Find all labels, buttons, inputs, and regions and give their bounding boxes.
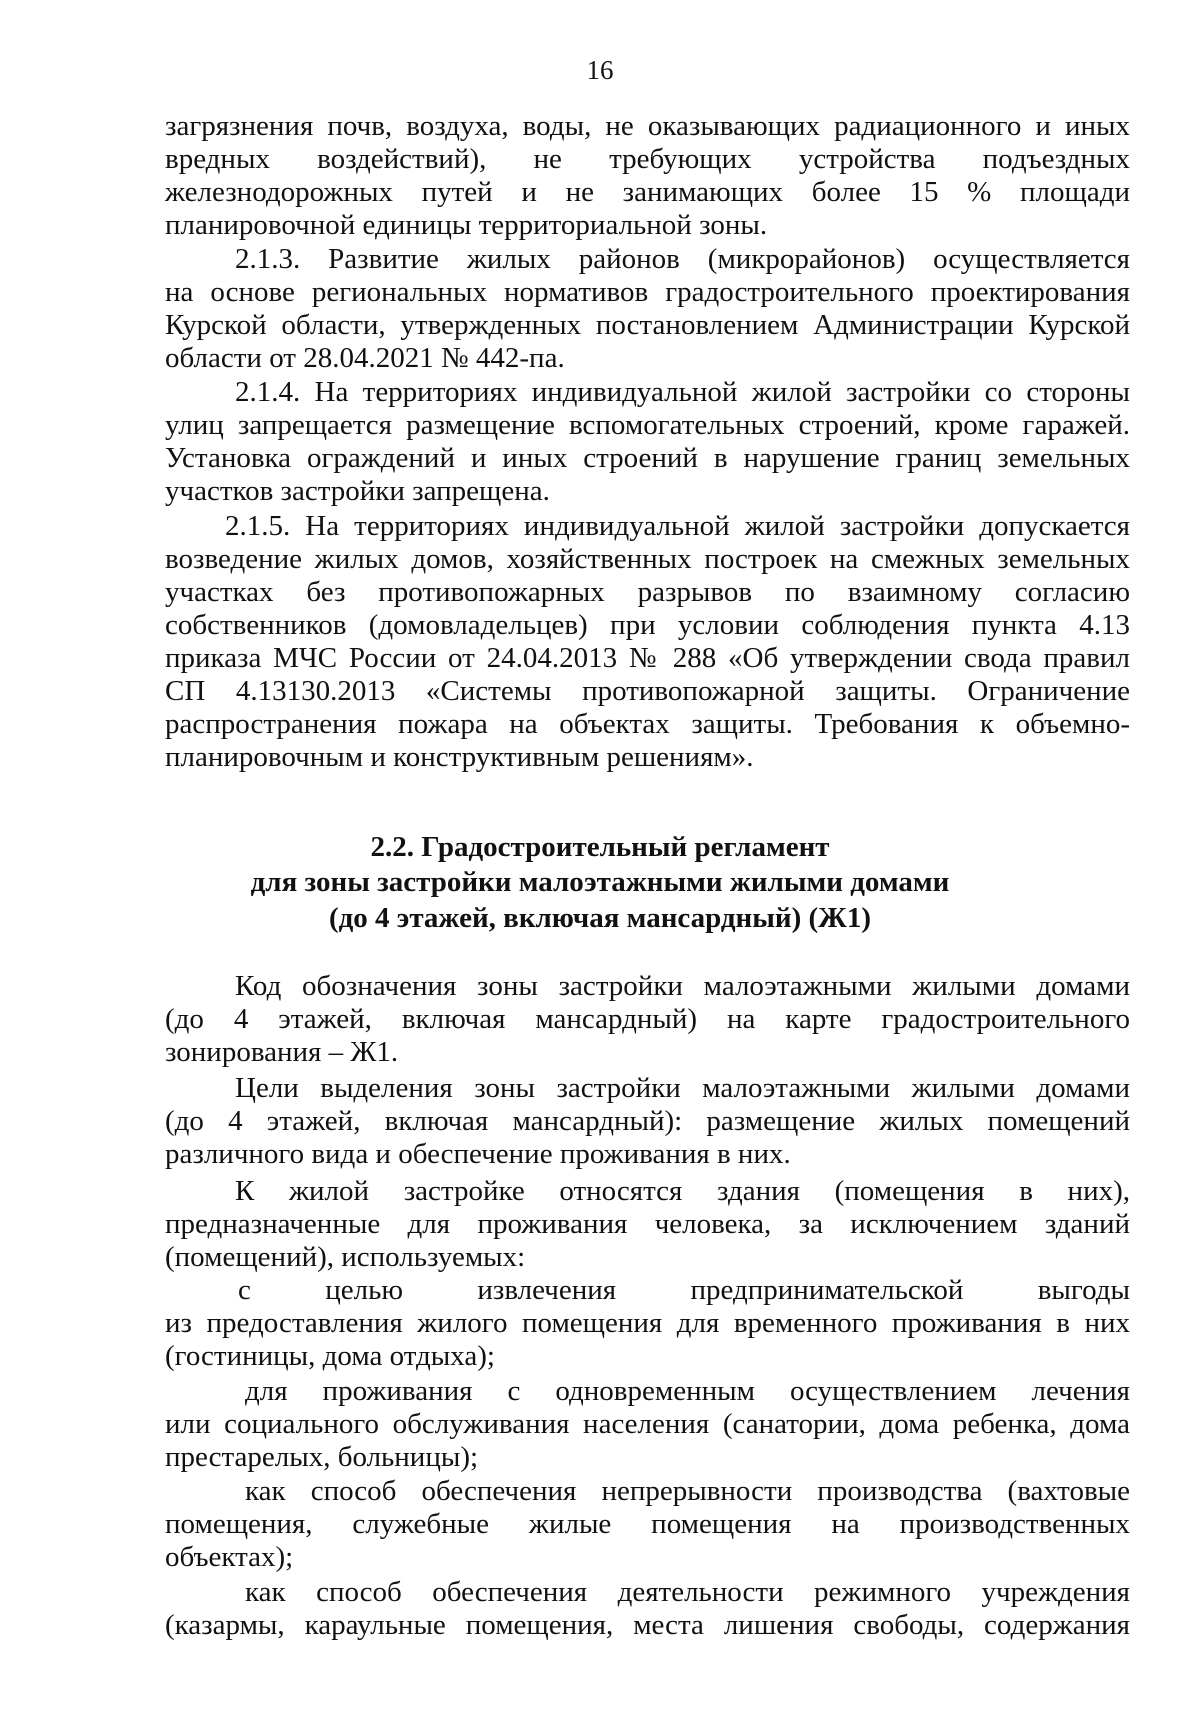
residential-paragraph-line: предназначенные для проживания человека, за исключением зданий xyxy=(165,1208,1130,1240)
paragraph-2-1-5-line: СП 4.13130.2013 «Системы противопожарной защиты. Ограничение xyxy=(165,675,1130,707)
code-paragraph-line: Код обозначения зоны застройки малоэтажными жилыми домами xyxy=(235,970,1130,1002)
paragraph-2-1-5-line: распространения пожара на объектах защиты. Требования к объемно- xyxy=(165,708,1130,740)
goals-paragraph-line: различного вида и обеспечение проживания в них. xyxy=(165,1138,791,1170)
paragraph-2-1-3-line: 2.1.3. Развитие жилых районов (микрорайонов) осуществляется xyxy=(235,243,1130,275)
section-heading-line: (до 4 этажей, включая мансардный) (Ж1) xyxy=(328,902,872,934)
paragraph-2-1-4-line: участков застройки запрещена. xyxy=(165,475,550,507)
list-item-line: для проживания с одновременным осуществлением лечения xyxy=(245,1375,1130,1407)
text-line: планировочной единицы территориальной зоны. xyxy=(165,209,768,241)
goals-paragraph-line: (до 4 этажей, включая мансардный): размещение жилых помещений xyxy=(165,1105,1130,1137)
paragraph-2-1-4-line: улиц запрещается размещение вспомогательных строений, кроме гаражей. xyxy=(165,409,1130,441)
code-paragraph-line: зонирования – Ж1. xyxy=(165,1036,399,1068)
paragraph-2-1-5-line: участках без противопожарных разрывов по взаимному согласию xyxy=(165,576,1130,608)
paragraph-2-1-5-line: возведение жилых домов, хозяйственных построек на смежных земельных xyxy=(165,543,1130,575)
list-item-line: из предоставления жилого помещения для временного проживания в них xyxy=(165,1307,1130,1339)
paragraph-2-1-3-line: на основе региональных нормативов градостроительного проектирования xyxy=(165,276,1130,308)
residential-paragraph-line: (помещений), используемых: xyxy=(165,1241,526,1273)
list-item-line: как способ обеспечения непрерывности производства (вахтовые xyxy=(245,1475,1130,1507)
paragraph-2-1-5-line: 2.1.5. На территориях индивидуальной жилой застройки допускается xyxy=(225,510,1130,542)
text-line: железнодорожных путей и не занимающих более 15 % площади xyxy=(165,176,1130,208)
list-item-line: престарелых, больницы); xyxy=(165,1441,479,1473)
code-paragraph-line: (до 4 этажей, включая мансардный) на карте градостроительного xyxy=(165,1003,1130,1035)
list-item-line: объектах); xyxy=(165,1541,294,1573)
goals-paragraph-line: Цели выделения зоны застройки малоэтажными жилыми домами xyxy=(235,1072,1130,1104)
list-item-line: с целью извлечения предпринимательской выгоды xyxy=(238,1274,1130,1306)
paragraph-2-1-5-line: приказа МЧС России от 24.04.2013 № 288 «Об утверждении свода правил xyxy=(165,642,1130,674)
list-item-line: или социального обслуживания населения (санатории, дома ребенка, дома xyxy=(165,1408,1130,1440)
list-item-line: как способ обеспечения деятельности режимного учреждения xyxy=(245,1576,1130,1608)
section-heading-line: 2.2. Градостроительный регламент xyxy=(370,831,830,863)
page-number: 16 xyxy=(586,55,614,85)
paragraph-2-1-5-line: планировочным и конструктивным решениям». xyxy=(165,741,754,773)
paragraph-2-1-3-line: области от 28.04.2021 № 442-па. xyxy=(165,342,565,374)
section-heading-line: для зоны застройки малоэтажными жилыми домами xyxy=(250,866,950,898)
list-item-line: (казармы, караульные помещения, места лишения свободы, содержания xyxy=(165,1609,1130,1641)
paragraph-2-1-4-line: Установка ограждений и иных строений в нарушение границ земельных xyxy=(165,442,1130,474)
list-item-line: (гостиницы, дома отдыха); xyxy=(165,1340,495,1372)
residential-paragraph-line: К жилой застройке относятся здания (помещения в них), xyxy=(235,1175,1130,1207)
paragraph-2-1-4-line: 2.1.4. На территориях индивидуальной жилой застройки со стороны xyxy=(235,376,1130,408)
paragraph-2-1-3-line: Курской области, утвержденных постановлением Администрации Курской xyxy=(165,309,1130,341)
text-line: вредных воздействий), не требующих устройства подъездных xyxy=(165,143,1130,175)
text-line: загрязнения почв, воздуха, воды, не оказывающих радиационного и иных xyxy=(165,110,1130,142)
paragraph-2-1-5-line: собственников (домовладельцев) при условии соблюдения пункта 4.13 xyxy=(165,609,1130,641)
list-item-line: помещения, служебные жилые помещения на производственных xyxy=(165,1508,1130,1540)
